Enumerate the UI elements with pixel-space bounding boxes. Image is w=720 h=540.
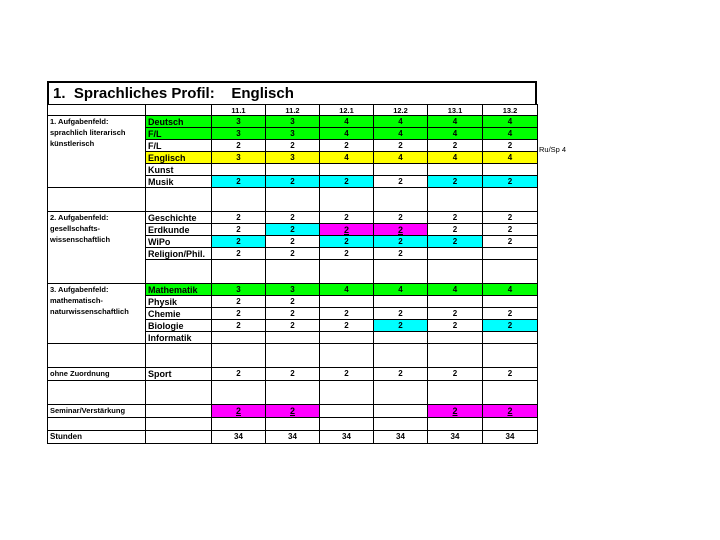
table-row: 2. Aufgabenfeld: gesellschafts-wissenschaftlich Geschichte 2 2 2 2 2 2 [48, 212, 538, 224]
area-label-ohne: ohne Zuordnung [48, 368, 146, 381]
subject-cell: Erdkunde [146, 224, 212, 236]
subject-cell: Kunst [146, 164, 212, 176]
subject-cell: F/L [146, 128, 212, 140]
subject-cell: Sport [146, 368, 212, 381]
table-row: Biologie 2 2 2 2 2 2 [48, 320, 538, 332]
subject-cell: F/L [146, 140, 212, 152]
table-row: Chemie 2 2 2 2 2 2 [48, 308, 538, 320]
side-note: Ru/Sp 4 [539, 145, 567, 154]
subject-cell: Physik [146, 296, 212, 308]
table-row: Musik 2 2 2 2 2 2 [48, 176, 538, 188]
table-row: F/L 3 3 4 4 4 4 [48, 128, 538, 140]
table-row: WiPo 2 2 2 2 2 2 [48, 236, 538, 248]
profile-sheet [47, 81, 537, 444]
totals-row: Stunden 34 34 34 34 34 34 [48, 431, 538, 444]
subject-cell: WiPo [146, 236, 212, 248]
page-title: 1. Sprachliches Profil: Englisch [47, 81, 537, 104]
area-label-2: 2. Aufgabenfeld: gesellschafts-wissenschaftlich [48, 212, 146, 284]
table-row: 3. Aufgabenfeld: mathematisch-naturwissenschaftlich Mathematik 3 3 4 4 4 4 [48, 284, 538, 296]
col-header: 11.2 [266, 105, 320, 116]
area-label-stunden: Stunden [48, 431, 146, 444]
table-row: Physik 2 2 [48, 296, 538, 308]
spacer-row [48, 418, 538, 431]
col-header: 13.1 [428, 105, 483, 116]
table-row: F/L 2 2 2 2 2 2 [48, 140, 538, 152]
col-header: 13.2 [483, 105, 538, 116]
area-label-3: 3. Aufgabenfeld: mathematisch-naturwissenschaftlich [48, 284, 146, 344]
spacer-row [48, 188, 538, 212]
spacer-row [48, 381, 538, 405]
subject-cell: Informatik [146, 332, 212, 344]
schedule-table [47, 104, 538, 444]
table-row: Religion/Phil. 2 2 2 2 [48, 248, 538, 260]
table-row: Erdkunde 2 2 2 2 2 2 [48, 224, 538, 236]
table-row: 1. Aufgabenfeld: sprachlich literarisch künstlerisch Deutsch 3 3 4 4 4 4 [48, 116, 538, 128]
col-header: 12.2 [374, 105, 428, 116]
spacer-row [48, 344, 538, 368]
table-row: Seminar/Verstärkung 2 2 2 2 [48, 405, 538, 418]
area-label-seminar: Seminar/Verstärkung [48, 405, 146, 418]
subject-cell: Chemie [146, 308, 212, 320]
subject-cell: Deutsch [146, 116, 212, 128]
subject-cell: Geschichte [146, 212, 212, 224]
area-label-1: 1. Aufgabenfeld: sprachlich literarisch künstlerisch [48, 116, 146, 188]
subject-cell: Biologie [146, 320, 212, 332]
subject-cell: Religion/Phil. [146, 248, 212, 260]
subject-cell: Englisch [146, 152, 212, 164]
subject-cell: Musik [146, 176, 212, 188]
col-header: 11.1 [212, 105, 266, 116]
table-row: Englisch 3 3 4 4 4 4 [48, 152, 538, 164]
table-row: ohne Zuordnung Sport 2 2 2 2 2 2 [48, 368, 538, 381]
header-row [48, 105, 538, 116]
subject-cell: Mathematik [146, 284, 212, 296]
col-header: 12.1 [320, 105, 374, 116]
